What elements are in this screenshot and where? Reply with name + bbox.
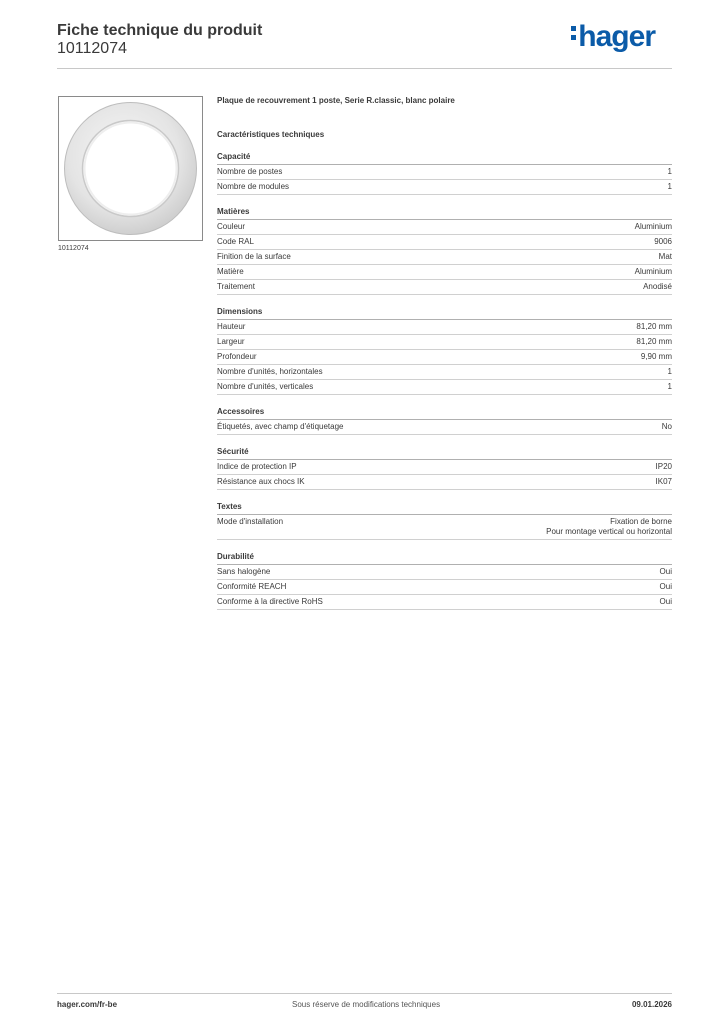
spec-label: Résistance aux chocs IK bbox=[217, 477, 305, 486]
spec-value-line: 1 bbox=[667, 382, 672, 391]
round-cover-plate-image bbox=[59, 97, 202, 240]
spec-row bbox=[217, 220, 672, 235]
spec-label: Finition de la surface bbox=[217, 252, 291, 261]
spec-value bbox=[660, 597, 672, 607]
spec-label: Profondeur bbox=[217, 352, 257, 361]
section-title: Sécurité bbox=[217, 447, 672, 460]
spec-value bbox=[546, 517, 672, 537]
spec-value bbox=[654, 237, 672, 247]
spec-value-line: Pour montage vertical ou horizontal bbox=[546, 527, 672, 536]
spec-value bbox=[662, 422, 672, 432]
spec-label: Conforme à la directive RoHS bbox=[217, 597, 323, 606]
spec-row bbox=[217, 420, 672, 435]
spec-value bbox=[668, 167, 672, 177]
spec-row bbox=[217, 565, 672, 580]
spec-label: Nombre de modules bbox=[217, 182, 290, 191]
spec-row bbox=[217, 580, 672, 595]
document-number: 10112074 bbox=[57, 40, 127, 57]
spec-section bbox=[217, 152, 672, 195]
spec-value-line: 9,90 mm bbox=[640, 352, 672, 361]
product-description: Plaque de recouvrement 1 poste, Serie R.classic, blanc polaire bbox=[217, 96, 455, 105]
spec-value-line: 1 bbox=[667, 167, 672, 176]
product-image bbox=[58, 96, 203, 241]
spec-value-line: Oui bbox=[659, 567, 672, 576]
spec-value bbox=[659, 252, 672, 262]
spec-section bbox=[217, 447, 672, 490]
spec-value-line: Mat bbox=[658, 252, 672, 261]
section-title: Matières bbox=[217, 207, 672, 220]
spec-section bbox=[217, 502, 672, 540]
spec-row bbox=[217, 265, 672, 280]
spec-value bbox=[668, 367, 672, 377]
spec-value-line: 1 bbox=[667, 182, 672, 191]
spec-value-line: Aluminium bbox=[634, 267, 672, 276]
image-caption: 10112074 bbox=[58, 245, 89, 252]
technical-characteristics-heading: Caractéristiques techniques bbox=[217, 130, 325, 139]
spec-label: Indice de protection IP bbox=[217, 462, 297, 471]
spec-value-line: IK07 bbox=[655, 477, 672, 486]
footer-website: hager.com/fr-be bbox=[57, 1000, 118, 1009]
spec-label: Conformité REACH bbox=[217, 582, 287, 591]
spec-value bbox=[643, 282, 672, 292]
product-details bbox=[217, 96, 672, 622]
spec-section bbox=[217, 207, 672, 295]
spec-label: Code RAL bbox=[217, 237, 254, 246]
spec-row bbox=[217, 475, 672, 490]
spec-label: Nombre de postes bbox=[217, 167, 283, 176]
footer-disclaimer: Sous réserve de modifications techniques bbox=[292, 1000, 441, 1009]
spec-value-line: 1 bbox=[667, 367, 672, 376]
footer-date: 09.01.2026 bbox=[631, 1000, 672, 1009]
spec-value bbox=[660, 567, 672, 577]
spec-row bbox=[217, 250, 672, 265]
spec-value bbox=[668, 182, 672, 192]
section-title: Dimensions bbox=[217, 307, 672, 320]
hager-logo bbox=[571, 20, 655, 54]
spec-label: Matière bbox=[217, 267, 244, 276]
spec-value-line: Aluminium bbox=[634, 222, 672, 231]
spec-row bbox=[217, 335, 672, 350]
spec-value-line: IP20 bbox=[655, 462, 672, 471]
section-title: Accessoires bbox=[217, 407, 672, 420]
spec-label: Couleur bbox=[217, 222, 246, 231]
spec-value-line: No bbox=[661, 422, 672, 431]
page-header bbox=[57, 20, 672, 69]
spec-value bbox=[636, 322, 672, 332]
spec-value-line: 81,20 mm bbox=[636, 322, 672, 331]
spec-value-line: 81,20 mm bbox=[636, 337, 672, 346]
spec-row bbox=[217, 460, 672, 475]
spec-value bbox=[660, 582, 672, 592]
logo-dots-icon bbox=[571, 22, 578, 44]
spec-value bbox=[641, 352, 672, 362]
spec-row bbox=[217, 350, 672, 365]
spec-row bbox=[217, 165, 672, 180]
spec-label: Étiquetés, avec champ d'étiquetage bbox=[217, 422, 344, 431]
logo-text: hager bbox=[578, 20, 655, 53]
spec-row bbox=[217, 365, 672, 380]
section-title: Capacité bbox=[217, 152, 672, 165]
spec-value bbox=[635, 267, 672, 277]
spec-row bbox=[217, 280, 672, 295]
spec-value-line: Oui bbox=[659, 597, 672, 606]
spec-value bbox=[635, 222, 672, 232]
spec-row bbox=[217, 235, 672, 250]
section-title: Textes bbox=[217, 502, 672, 515]
spec-value-line: 9006 bbox=[654, 237, 672, 246]
spec-value-line: Anodisé bbox=[643, 282, 672, 291]
spec-value bbox=[656, 462, 672, 472]
spec-label: Nombre d'unités, verticales bbox=[217, 382, 314, 391]
page-title: Fiche technique du produit bbox=[57, 22, 263, 39]
spec-label: Sans halogène bbox=[217, 567, 271, 576]
spec-section bbox=[217, 552, 672, 610]
spec-row bbox=[217, 595, 672, 610]
spec-row bbox=[217, 320, 672, 335]
spec-label: Traitement bbox=[217, 282, 255, 291]
spec-label: Hauteur bbox=[217, 322, 246, 331]
spec-section bbox=[217, 307, 672, 395]
spec-value bbox=[636, 337, 672, 347]
spec-label: Mode d'installation bbox=[217, 517, 284, 526]
spec-label: Largeur bbox=[217, 337, 245, 346]
spec-row bbox=[217, 180, 672, 195]
spec-label: Nombre d'unités, horizontales bbox=[217, 367, 323, 376]
spec-sections bbox=[217, 152, 672, 610]
spec-value bbox=[668, 382, 672, 392]
spec-row bbox=[217, 515, 672, 540]
spec-value-line: Fixation de borne bbox=[610, 517, 672, 526]
spec-row bbox=[217, 380, 672, 395]
spec-value-line: Oui bbox=[659, 582, 672, 591]
section-title: Durabilité bbox=[217, 552, 672, 565]
spec-value bbox=[656, 477, 672, 487]
spec-section bbox=[217, 407, 672, 435]
page-footer bbox=[57, 993, 672, 1009]
